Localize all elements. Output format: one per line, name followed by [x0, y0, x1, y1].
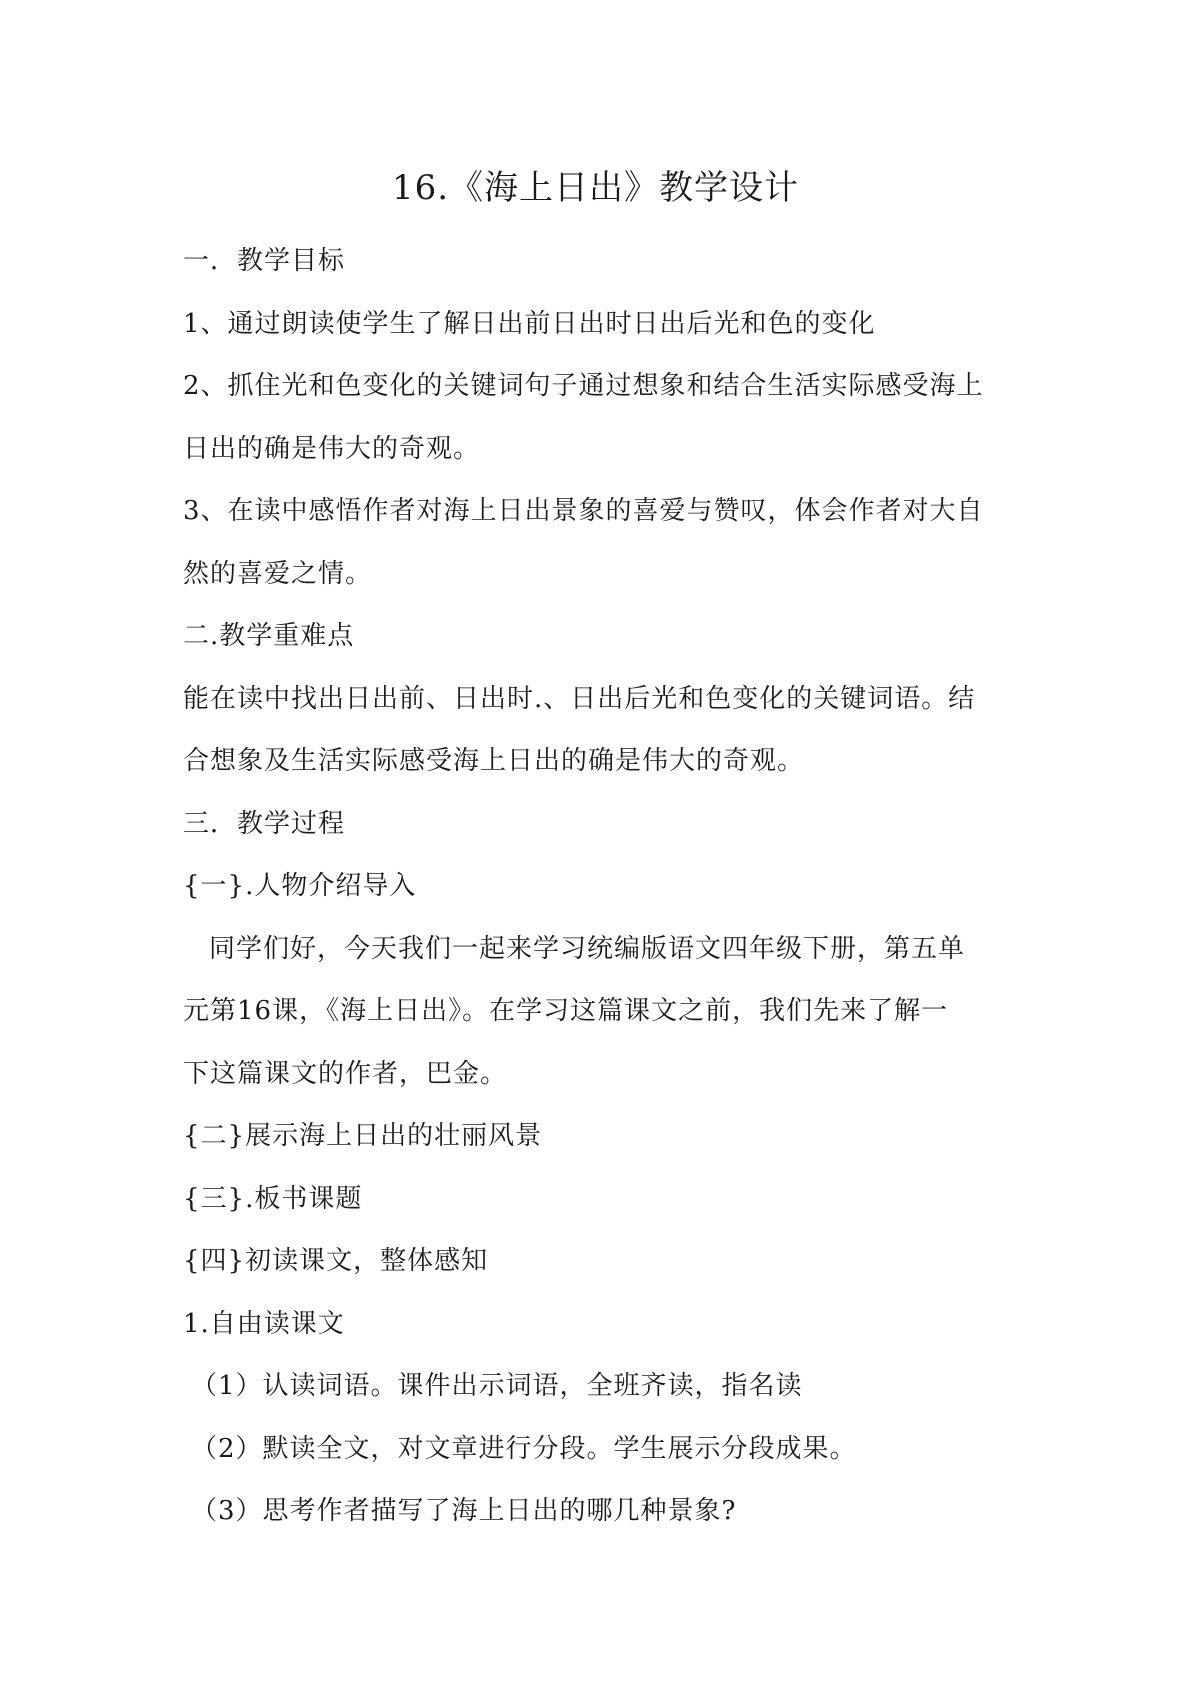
key-points-line-1: 能在读中找出日出前、日出时.、日出后光和色变化的关键词语。结	[183, 683, 976, 714]
process-step-3-heading: {三}.板书课题	[183, 1183, 363, 1214]
section-heading-process: 三．教学过程	[183, 808, 346, 839]
objective-2-line-2: 日出的确是伟大的奇观。	[183, 433, 481, 464]
process-step-1-heading: {一}.人物介绍导入	[183, 871, 417, 901]
document-title: 16.《海上日出》教学设计	[391, 168, 800, 208]
objective-3-line-1: 3、在读中感悟作者对海上日出景象的喜爱与赞叹，体会作者对大自	[183, 496, 984, 526]
objective-3-line-2: 然的喜爱之情。	[183, 558, 373, 589]
section-heading-key-points: 二.教学重难点	[183, 621, 355, 651]
intro-paragraph-line-3: 下这篇课文的作者，巴金。	[183, 1058, 508, 1089]
section-heading-objectives: 一．教学目标	[183, 246, 346, 276]
reading-task-3: （3）思考作者描写了海上日出的哪几种景象?	[191, 1496, 737, 1526]
objective-1: 1、通过朗读使学生了解日出前日出时日出后光和色的变化	[183, 308, 876, 339]
reading-task-2: （2）默读全文，对文章进行分段。学生展示分段成果。	[191, 1433, 857, 1464]
reading-task-heading: 1.自由读课文	[183, 1308, 345, 1339]
intro-paragraph-line-2: 元第16课，《海上日出》。在学习这篇课文之前，我们先来了解一	[183, 996, 949, 1026]
process-step-2-heading: {二}展示海上日出的壮丽风景	[183, 1121, 543, 1151]
objective-2-line-1: 2、抓住光和色变化的关键词句子通过想象和结合生活实际感受海上	[183, 371, 984, 401]
reading-task-1: （1）认读词语。课件出示词语，全班齐读，指名读	[191, 1371, 803, 1401]
process-step-4-heading: {四}初读课文，整体感知	[183, 1246, 489, 1276]
document-body	[183, 230, 1023, 1543]
key-points-line-2: 合想象及生活实际感受海上日出的确是伟大的奇观。	[183, 746, 805, 776]
intro-paragraph-line-1: 同学们好，今天我们一起来学习统编版语文四年级下册，第五单	[209, 933, 966, 964]
